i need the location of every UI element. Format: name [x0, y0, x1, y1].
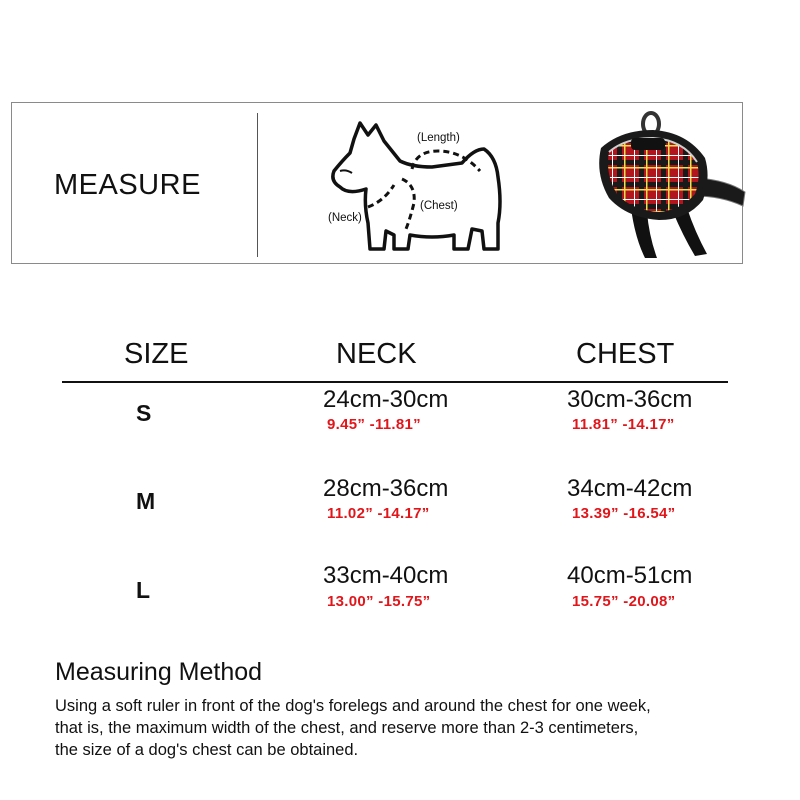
measure-title: MEASURE — [54, 169, 201, 201]
dog-measurement-diagram — [312, 111, 512, 259]
method-line: the size of a dog's chest can be obtained. — [55, 741, 359, 759]
size-m: M — [136, 488, 156, 514]
measuring-method-title: Measuring Method — [55, 658, 263, 686]
chest-header: CHEST — [576, 338, 675, 370]
neck-header: NECK — [336, 338, 417, 370]
header-rule — [62, 381, 728, 383]
measuring-method-text — [55, 695, 775, 761]
neck-in-l: 13.00” -15.75” — [327, 593, 431, 610]
harness-product-image — [587, 108, 752, 263]
measure-panel — [11, 102, 743, 264]
size-s: S — [136, 400, 152, 426]
neck-cm-l: 33cm-40cm — [323, 562, 449, 589]
neck-cm-s: 24cm-30cm — [323, 386, 449, 413]
chest-in-l: 15.75” -20.08” — [572, 593, 676, 610]
neck-line — [368, 185, 394, 207]
size-l: L — [136, 577, 151, 603]
size-header: SIZE — [124, 338, 189, 370]
chest-cm-m: 34cm-42cm — [567, 475, 693, 502]
divider — [257, 113, 258, 257]
chest-cm-s: 30cm-36cm — [567, 386, 693, 413]
chest-line — [402, 179, 414, 229]
handle — [631, 138, 665, 150]
chest-in-s: 11.81” -14.17” — [572, 416, 675, 433]
length-label: (Length) — [417, 132, 460, 144]
neck-cm-m: 28cm-36cm — [323, 475, 449, 502]
neck-in-s: 9.45” -11.81” — [327, 416, 421, 433]
chest-in-m: 13.39” -16.54” — [572, 505, 676, 522]
neck-in-m: 11.02” -14.17” — [327, 505, 430, 522]
chest-cm-l: 40cm-51cm — [567, 562, 693, 589]
method-line: Using a soft ruler in front of the dog's forelegs and around the chest for one week, — [55, 697, 651, 715]
chest-label: (Chest) — [420, 200, 458, 212]
neck-label: (Neck) — [328, 212, 362, 224]
method-line: that is, the maximum width of the chest, and reserve more than 2-3 centimeters, — [55, 719, 639, 737]
